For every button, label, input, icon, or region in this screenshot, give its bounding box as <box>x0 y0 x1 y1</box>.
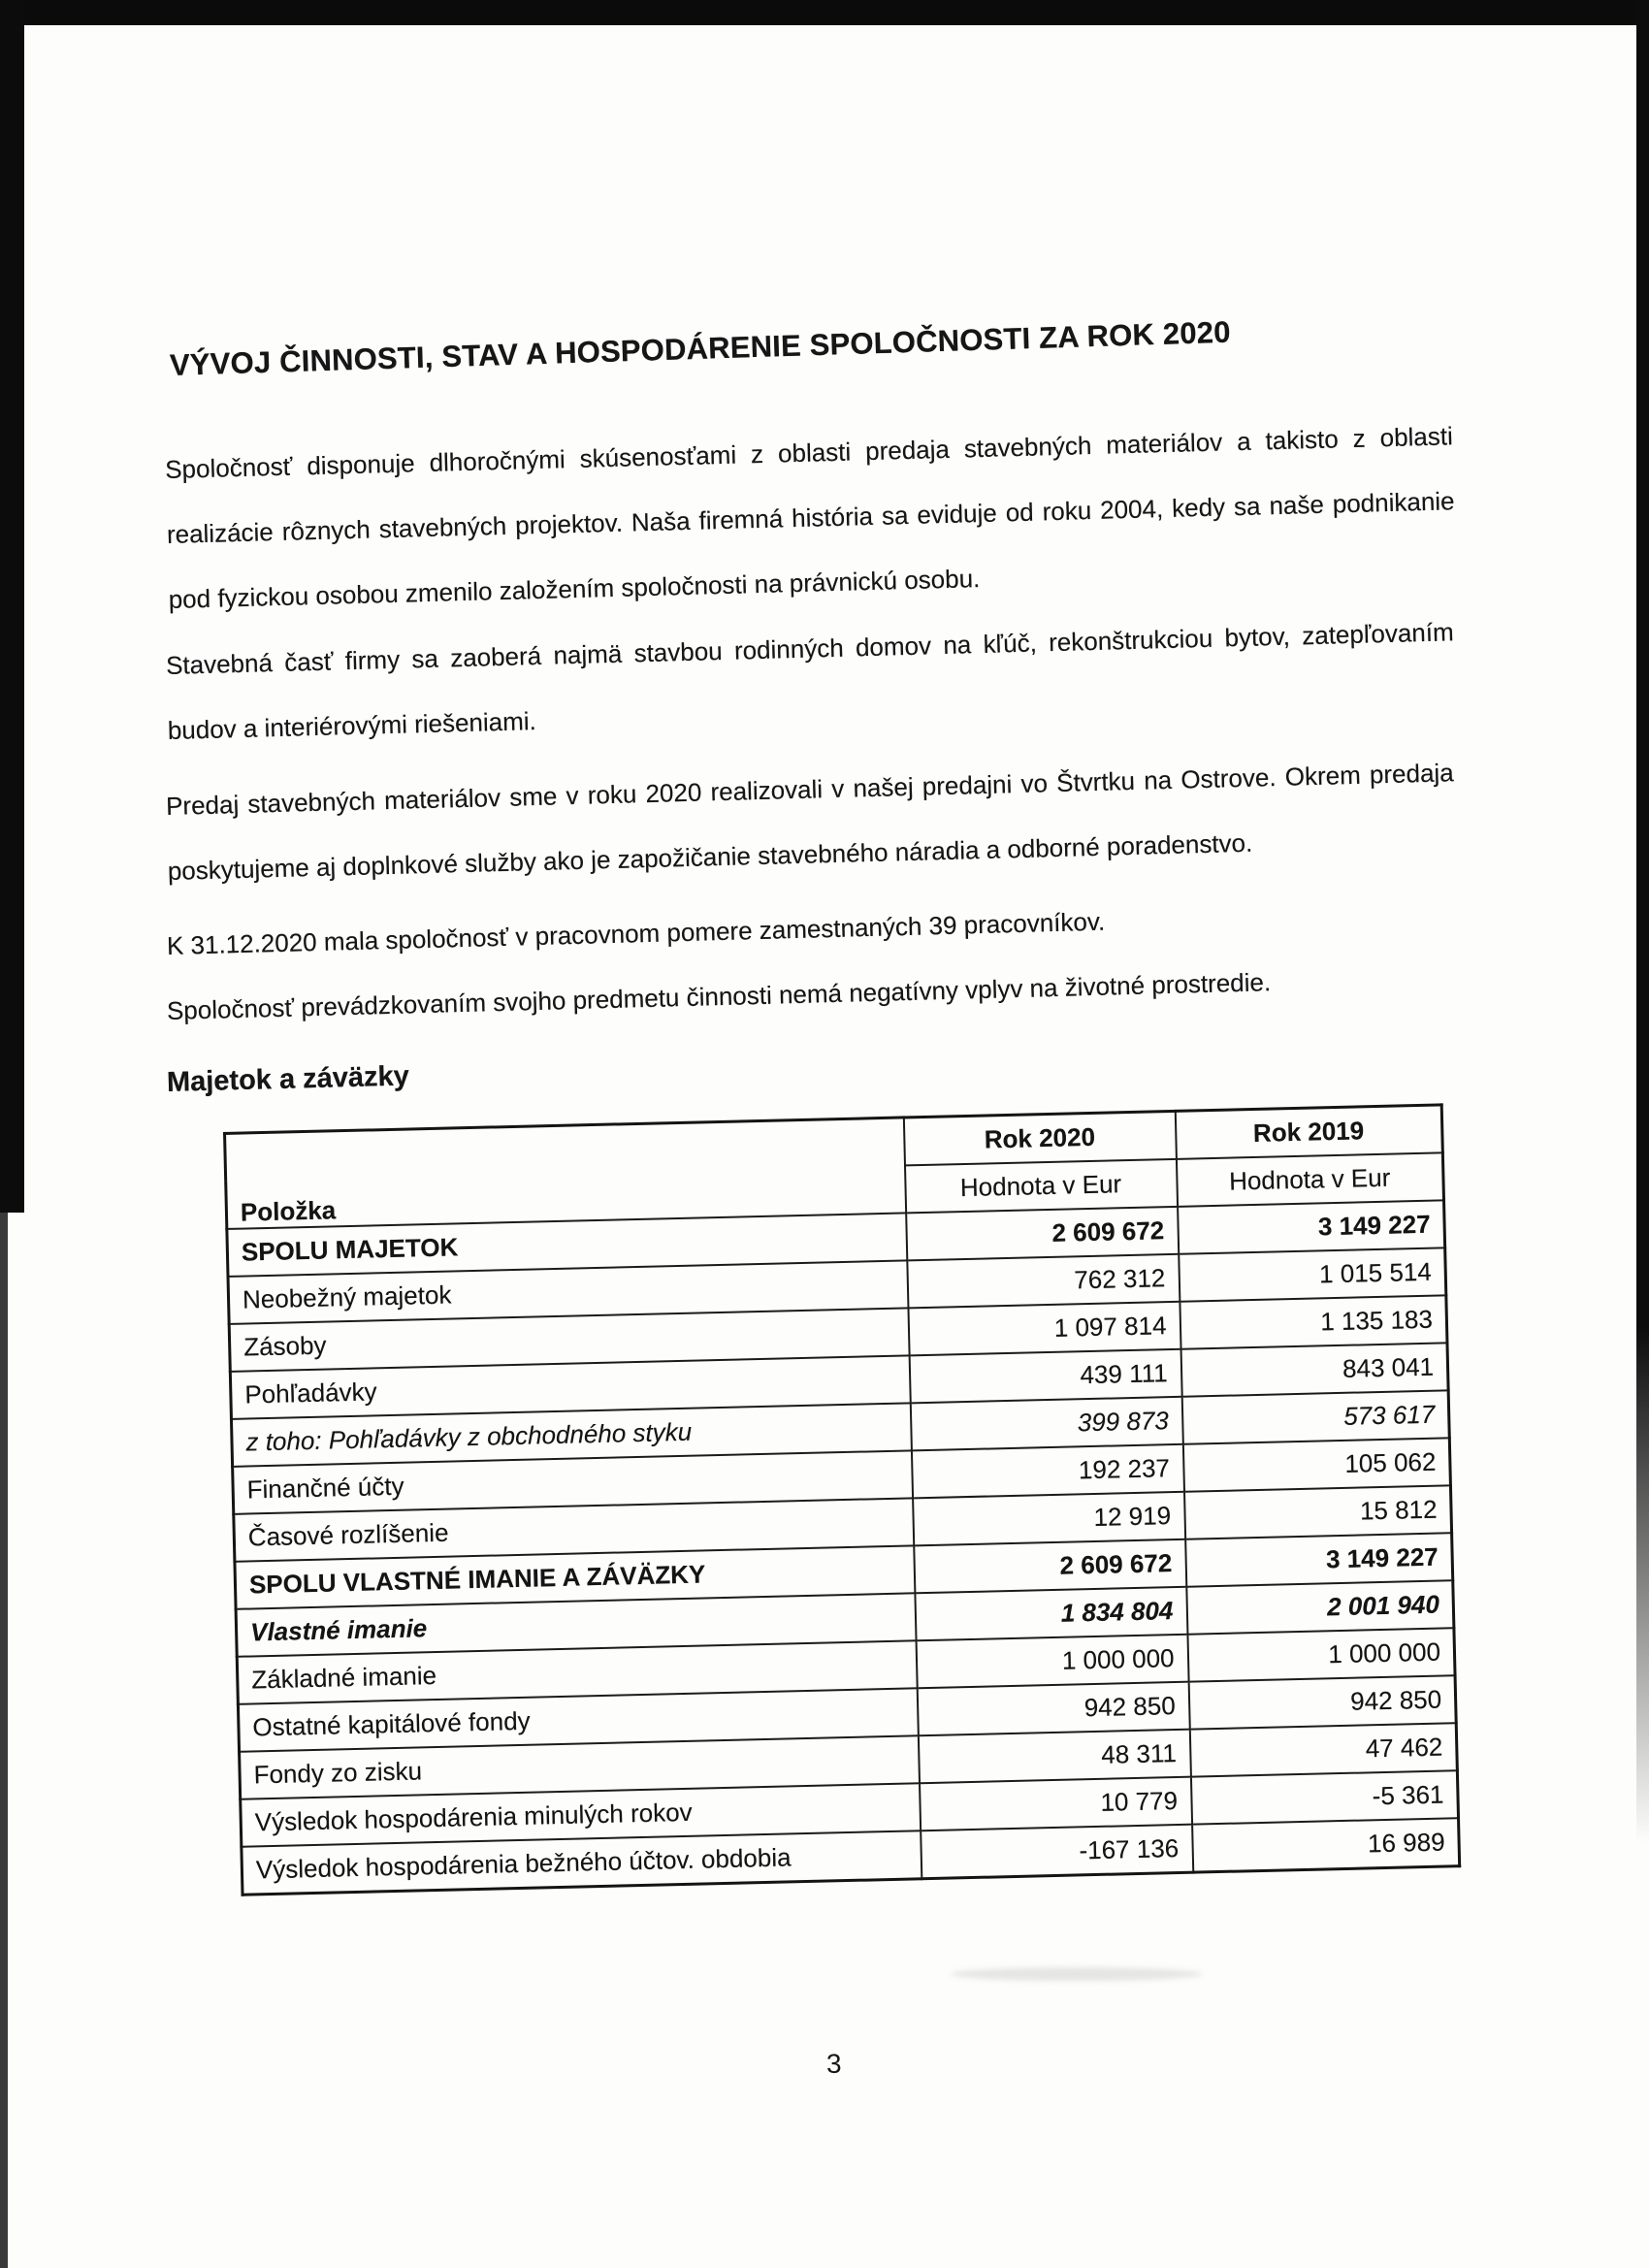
table-cell-value-2020: 48 311 <box>918 1730 1190 1784</box>
scan-edge-left <box>0 0 24 1213</box>
column-header-2020: Rok 2020 <box>903 1111 1176 1165</box>
table-cell-value-2019: 15 812 <box>1184 1485 1452 1539</box>
table-cell-value-2019: 1 135 183 <box>1180 1295 1447 1348</box>
scan-smudge <box>951 1967 1203 1981</box>
table-cell-value-2019: 1 015 514 <box>1179 1247 1446 1301</box>
table-cell-label: Pohľadávky <box>230 1355 910 1418</box>
page-number: 3 <box>825 2048 842 2079</box>
table-cell-value-2019: -5 361 <box>1190 1770 1458 1824</box>
table-cell-value-2020: 2 609 672 <box>906 1207 1179 1261</box>
table-cell-label: Časové rozlíšenie <box>234 1498 914 1561</box>
table-cell-value-2019: 105 062 <box>1182 1438 1450 1491</box>
table-cell-value-2019: 16 989 <box>1192 1818 1460 1872</box>
table-cell-value-2020: 762 312 <box>907 1254 1180 1309</box>
table-cell-label: Zásoby <box>229 1308 909 1371</box>
document-title: VÝVOJ ČINNOSTI, STAV A HOSPODÁRENIE SPOLOČNOSTI ZA ROK 2020 <box>169 314 1232 382</box>
table-cell-value-2020: 10 779 <box>920 1777 1192 1831</box>
table-cell-label: Základné imanie <box>237 1640 917 1703</box>
table-cell-label: Výsledok hospodárenia bežného účtov. obdobia <box>242 1831 922 1895</box>
table-cell-value-2020: 439 111 <box>909 1349 1181 1404</box>
paragraph-sales-2020: Predaj stavebných materiálov sme v roku 2020 realizovali v našej predajni vo Štvrtku na Ostrove. Okrem predaja poskytujeme aj doplnkové služby ako je zapožičanie stavebného náradia a odborné poradenstvo. <box>165 758 1455 886</box>
table-cell-label: Výsledok hospodárenia minulých rokov <box>241 1783 921 1846</box>
table-cell-value-2019: 3 149 227 <box>1178 1200 1445 1253</box>
table-cell-value-2019: 47 462 <box>1189 1723 1457 1776</box>
table-cell-value-2020: 12 919 <box>913 1492 1185 1546</box>
paragraph-employees: K 31.12.2020 mala spoločnosť v pracovnom pomere zamestnaných 39 pracovníkov. <box>166 906 1106 960</box>
table-cell-label: Ostatné kapitálové fondy <box>238 1688 918 1751</box>
scan-edge-right <box>1636 0 1649 1843</box>
table-cell-value-2019: 942 850 <box>1188 1675 1456 1729</box>
balance-table-container <box>223 1103 1458 1895</box>
table-cell-value-2019: 573 617 <box>1181 1390 1449 1443</box>
section-heading-assets-liabilities: Majetok a záväzky <box>166 1060 410 1099</box>
column-header-2019: Rok 2019 <box>1175 1105 1442 1159</box>
table-cell-label: z toho: Pohľadávky z obchodného styku <box>231 1403 911 1466</box>
table-cell-label: Neobežný majetok <box>228 1260 908 1323</box>
balance-table-body <box>225 1105 1460 1895</box>
table-cell-label: Finančné účty <box>233 1450 913 1513</box>
table-cell-value-2019: 1 000 000 <box>1187 1628 1455 1681</box>
table-cell-value-2019: 3 149 227 <box>1185 1533 1453 1586</box>
balance-table <box>223 1103 1461 1895</box>
table-cell-value-2020: 942 850 <box>917 1682 1189 1736</box>
column-subheader-2019-unit: Hodnota v Eur <box>1176 1152 1443 1206</box>
table-cell-value-2020: 192 237 <box>911 1444 1183 1499</box>
column-subheader-2020-unit: Hodnota v Eur <box>905 1159 1178 1214</box>
paragraph-company-history: Spoločnosť disponuje dlhoročnými skúsenosťami z oblasti predaja stavebných materiálov a takisto z oblasti realizácie rôznych stavebných projektov. Naša firemná história sa eviduje od roku 2004, kedy sa naše podnikanie pod fyzickou osobou zmenilo založením spoločnosti na právnickú osobu. <box>164 421 1455 614</box>
scan-edge-left-lower <box>0 1213 8 2268</box>
table-cell-value-2020: -167 136 <box>921 1825 1193 1879</box>
paragraph-construction-activity: Stavebná časť firmy sa zaoberá najmä stavbou rodinných domov na kľúč, rekonštrukciou bytov, zatepľovaním budov a interiérovými riešeniami. <box>165 617 1455 745</box>
table-cell-label: SPOLU MAJETOK <box>227 1213 907 1276</box>
table-cell-value-2020: 2 609 672 <box>914 1539 1186 1594</box>
table-cell-value-2019: 843 041 <box>1180 1343 1448 1396</box>
scan-edge-top <box>0 0 1649 25</box>
table-cell-value-2020: 399 873 <box>910 1397 1182 1451</box>
table-cell-label: Fondy zo zisku <box>240 1735 920 1798</box>
column-header-item: Položka <box>225 1118 906 1229</box>
table-cell-label: SPOLU VLASTNÉ IMANIE A ZÁVÄZKY <box>235 1545 915 1608</box>
table-cell-value-2019: 2 001 940 <box>1186 1580 1454 1634</box>
paragraph-environment: Spoločnosť prevádzkovaním svojho predmetu činnosti nemá negatívny vplyv na životné prostredie. <box>166 967 1272 1025</box>
table-cell-value-2020: 1 097 814 <box>908 1302 1180 1356</box>
table-cell-label: Vlastné imanie <box>236 1593 916 1656</box>
table-cell-value-2020: 1 000 000 <box>916 1635 1188 1689</box>
table-cell-value-2020: 1 834 804 <box>915 1587 1187 1641</box>
